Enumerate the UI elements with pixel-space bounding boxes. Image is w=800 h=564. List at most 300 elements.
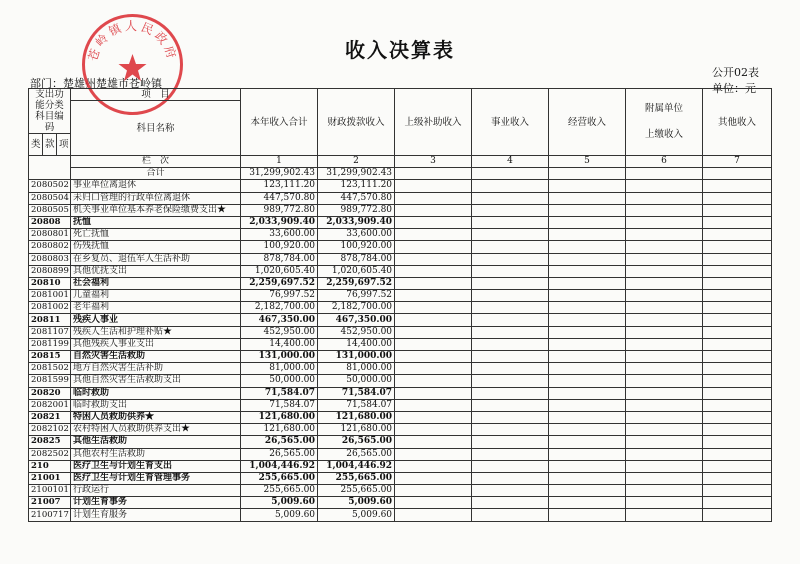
row-name: 未归口管理的行政单位离退休 bbox=[71, 192, 241, 204]
row-code: 2081107 bbox=[29, 326, 71, 338]
row-col1: 100,920.00 bbox=[241, 241, 318, 253]
row-col5 bbox=[549, 424, 626, 436]
row-code: 2080505 bbox=[29, 204, 71, 216]
row-code: 210 bbox=[29, 460, 71, 472]
unit-label: 单位：元 bbox=[712, 82, 756, 95]
col6-header bbox=[626, 89, 703, 156]
row-code: 2081502 bbox=[29, 363, 71, 375]
row-col6 bbox=[626, 216, 703, 228]
row-col6 bbox=[626, 241, 703, 253]
total-row bbox=[29, 168, 772, 180]
row-col1: 989,772.80 bbox=[241, 204, 318, 216]
row-col3 bbox=[395, 241, 472, 253]
row-col4 bbox=[472, 241, 549, 253]
row-col3 bbox=[395, 180, 472, 192]
row-col3 bbox=[395, 351, 472, 363]
row-col3 bbox=[395, 497, 472, 509]
row-col6 bbox=[626, 509, 703, 521]
row-col7 bbox=[703, 253, 772, 265]
svg-text:苍岭镇人民政府: 苍岭镇人民政府 bbox=[85, 19, 180, 63]
row-col2: 1,004,446.92 bbox=[318, 460, 395, 472]
row-col5 bbox=[549, 290, 626, 302]
lanci-label: 栏 次 bbox=[71, 156, 241, 168]
row-col1: 33,600.00 bbox=[241, 229, 318, 241]
table-row bbox=[29, 351, 772, 363]
row-col3 bbox=[395, 472, 472, 484]
row-col1: 26,565.00 bbox=[241, 448, 318, 460]
row-col7 bbox=[703, 363, 772, 375]
table-row bbox=[29, 448, 772, 460]
row-col2: 2,259,697.52 bbox=[318, 277, 395, 289]
table-row bbox=[29, 216, 772, 228]
row-col7 bbox=[703, 241, 772, 253]
col-num-7: 7 bbox=[703, 156, 772, 168]
row-col6 bbox=[626, 363, 703, 375]
row-col5 bbox=[549, 241, 626, 253]
row-col1: 2,033,909.40 bbox=[241, 216, 318, 228]
table-row bbox=[29, 290, 772, 302]
row-col7 bbox=[703, 277, 772, 289]
row-col6 bbox=[626, 375, 703, 387]
row-name: 社会福利 bbox=[71, 277, 241, 289]
total-label: 合计 bbox=[71, 168, 241, 180]
table-row bbox=[29, 229, 772, 241]
row-col2: 33,600.00 bbox=[318, 229, 395, 241]
row-col1: 50,000.00 bbox=[241, 375, 318, 387]
row-code: 2080502 bbox=[29, 180, 71, 192]
row-col3 bbox=[395, 399, 472, 411]
row-col7 bbox=[703, 326, 772, 338]
row-name: 机关事业单位基本养老保险缴费支出★ bbox=[71, 204, 241, 216]
row-col4 bbox=[472, 229, 549, 241]
row-col4 bbox=[472, 399, 549, 411]
table-row bbox=[29, 277, 772, 289]
row-col5 bbox=[549, 485, 626, 497]
row-col6 bbox=[626, 180, 703, 192]
row-code: 20810 bbox=[29, 277, 71, 289]
row-col4 bbox=[472, 302, 549, 314]
row-col6 bbox=[626, 326, 703, 338]
row-col1: 447,570.80 bbox=[241, 192, 318, 204]
row-code: 2080803 bbox=[29, 253, 71, 265]
row-col6 bbox=[626, 424, 703, 436]
row-col7 bbox=[703, 290, 772, 302]
table-row bbox=[29, 314, 772, 326]
table-row bbox=[29, 472, 772, 484]
table-row bbox=[29, 436, 772, 448]
row-col7 bbox=[703, 338, 772, 350]
row-col7 bbox=[703, 448, 772, 460]
row-col1: 121,680.00 bbox=[241, 424, 318, 436]
row-col2: 71,584.07 bbox=[318, 399, 395, 411]
row-col5 bbox=[549, 265, 626, 277]
col-num-6: 6 bbox=[626, 156, 703, 168]
row-code: 20815 bbox=[29, 351, 71, 363]
row-name: 其他农村生活救助 bbox=[71, 448, 241, 460]
row-code: 2081001 bbox=[29, 290, 71, 302]
row-col6 bbox=[626, 192, 703, 204]
kuan-header: 款 bbox=[43, 134, 57, 156]
row-col1: 2,259,697.52 bbox=[241, 277, 318, 289]
row-col7 bbox=[703, 375, 772, 387]
table-row bbox=[29, 375, 772, 387]
row-col6 bbox=[626, 314, 703, 326]
row-name: 在乡复员、退伍军人生活补助 bbox=[71, 253, 241, 265]
row-col1: 26,565.00 bbox=[241, 436, 318, 448]
row-col2: 2,033,909.40 bbox=[318, 216, 395, 228]
row-col3 bbox=[395, 363, 472, 375]
row-col1: 131,000.00 bbox=[241, 351, 318, 363]
row-col2: 467,350.00 bbox=[318, 314, 395, 326]
row-col7 bbox=[703, 399, 772, 411]
row-col5 bbox=[549, 229, 626, 241]
row-col1: 14,400.00 bbox=[241, 338, 318, 350]
row-col7 bbox=[703, 411, 772, 423]
seal-star-icon bbox=[119, 54, 147, 81]
table-row bbox=[29, 460, 772, 472]
row-col3 bbox=[395, 277, 472, 289]
row-col6 bbox=[626, 338, 703, 350]
row-col2: 131,000.00 bbox=[318, 351, 395, 363]
col3-header: 上级补助收入 bbox=[395, 89, 472, 156]
row-col5 bbox=[549, 314, 626, 326]
row-col3 bbox=[395, 387, 472, 399]
row-col4 bbox=[472, 509, 549, 521]
row-col1: 5,009.60 bbox=[241, 509, 318, 521]
row-name: 其他生活救助 bbox=[71, 436, 241, 448]
row-name: 自然灾害生活救助 bbox=[71, 351, 241, 363]
row-col7 bbox=[703, 387, 772, 399]
row-col3 bbox=[395, 314, 472, 326]
row-name: 计划生育事务 bbox=[71, 497, 241, 509]
table-row bbox=[29, 485, 772, 497]
row-col1: 5,009.60 bbox=[241, 497, 318, 509]
row-col7 bbox=[703, 302, 772, 314]
row-col3 bbox=[395, 485, 472, 497]
row-col6 bbox=[626, 448, 703, 460]
row-col4 bbox=[472, 180, 549, 192]
row-col4 bbox=[472, 216, 549, 228]
row-name: 临时救助 bbox=[71, 387, 241, 399]
row-col3 bbox=[395, 192, 472, 204]
row-col5 bbox=[549, 460, 626, 472]
row-col7 bbox=[703, 229, 772, 241]
subject-name-header: 科目名称 bbox=[71, 101, 241, 156]
row-col4 bbox=[472, 192, 549, 204]
row-name: 农村特困人员救助供养支出★ bbox=[71, 424, 241, 436]
table-row bbox=[29, 387, 772, 399]
row-col1: 81,000.00 bbox=[241, 363, 318, 375]
project-header: 项 目 bbox=[71, 89, 241, 101]
row-col1: 2,182,700.00 bbox=[241, 302, 318, 314]
total-col2: 31,299,902.43 bbox=[318, 168, 395, 180]
table-row bbox=[29, 241, 772, 253]
row-col6 bbox=[626, 460, 703, 472]
functional-code-header: 支出功能分类科目编码 bbox=[29, 89, 71, 134]
row-code: 20821 bbox=[29, 411, 71, 423]
table-row bbox=[29, 411, 772, 423]
row-col4 bbox=[472, 460, 549, 472]
row-col1: 71,584.07 bbox=[241, 399, 318, 411]
row-name: 事业单位离退休 bbox=[71, 180, 241, 192]
row-col6 bbox=[626, 387, 703, 399]
row-col5 bbox=[549, 253, 626, 265]
row-col2: 121,680.00 bbox=[318, 411, 395, 423]
row-col5 bbox=[549, 399, 626, 411]
row-col1: 71,584.07 bbox=[241, 387, 318, 399]
row-col2: 50,000.00 bbox=[318, 375, 395, 387]
row-col3 bbox=[395, 338, 472, 350]
row-col5 bbox=[549, 387, 626, 399]
row-col4 bbox=[472, 497, 549, 509]
row-col6 bbox=[626, 497, 703, 509]
row-code: 2082001 bbox=[29, 399, 71, 411]
row-col7 bbox=[703, 436, 772, 448]
row-col2: 5,009.60 bbox=[318, 497, 395, 509]
row-col3 bbox=[395, 229, 472, 241]
row-col7 bbox=[703, 265, 772, 277]
row-name: 残疾人生活和护理补贴★ bbox=[71, 326, 241, 338]
table-row bbox=[29, 363, 772, 375]
row-col2: 81,000.00 bbox=[318, 363, 395, 375]
table-row bbox=[29, 253, 772, 265]
row-col1: 452,950.00 bbox=[241, 326, 318, 338]
row-col1: 121,680.00 bbox=[241, 411, 318, 423]
row-name: 其他残疾人事业支出 bbox=[71, 338, 241, 350]
row-code: 2081199 bbox=[29, 338, 71, 350]
row-col3 bbox=[395, 436, 472, 448]
col5-header: 经营收入 bbox=[549, 89, 626, 156]
row-col2: 255,665.00 bbox=[318, 472, 395, 484]
row-code: 2082502 bbox=[29, 448, 71, 460]
row-col1: 467,350.00 bbox=[241, 314, 318, 326]
row-col7 bbox=[703, 314, 772, 326]
row-col2: 2,182,700.00 bbox=[318, 302, 395, 314]
table-row bbox=[29, 399, 772, 411]
row-col5 bbox=[549, 436, 626, 448]
row-col4 bbox=[472, 277, 549, 289]
row-code: 2100101 bbox=[29, 485, 71, 497]
row-code: 2081002 bbox=[29, 302, 71, 314]
row-code: 20825 bbox=[29, 436, 71, 448]
row-col7 bbox=[703, 192, 772, 204]
row-name: 计划生育服务 bbox=[71, 509, 241, 521]
row-col5 bbox=[549, 375, 626, 387]
row-col1: 1,020,605.40 bbox=[241, 265, 318, 277]
income-table bbox=[28, 88, 772, 522]
row-col2: 26,565.00 bbox=[318, 436, 395, 448]
row-col2: 71,584.07 bbox=[318, 387, 395, 399]
row-col2: 878,784.00 bbox=[318, 253, 395, 265]
row-col2: 447,570.80 bbox=[318, 192, 395, 204]
table-row bbox=[29, 338, 772, 350]
row-col4 bbox=[472, 265, 549, 277]
row-col1: 1,004,446.92 bbox=[241, 460, 318, 472]
row-col3 bbox=[395, 326, 472, 338]
row-col2: 255,665.00 bbox=[318, 485, 395, 497]
row-col6 bbox=[626, 204, 703, 216]
department-label: 部门：楚雄州楚雄市苍岭镇 bbox=[30, 77, 162, 90]
row-col6 bbox=[626, 290, 703, 302]
row-col3 bbox=[395, 302, 472, 314]
col-num-2: 2 bbox=[318, 156, 395, 168]
row-col6 bbox=[626, 411, 703, 423]
row-col1: 76,997.52 bbox=[241, 290, 318, 302]
row-col4 bbox=[472, 314, 549, 326]
col7-header: 其他收入 bbox=[703, 89, 772, 156]
row-col4 bbox=[472, 387, 549, 399]
row-col4 bbox=[472, 411, 549, 423]
row-col5 bbox=[549, 472, 626, 484]
row-code: 20820 bbox=[29, 387, 71, 399]
row-col5 bbox=[549, 277, 626, 289]
table-row bbox=[29, 424, 772, 436]
row-col4 bbox=[472, 424, 549, 436]
col-num-1: 1 bbox=[241, 156, 318, 168]
row-col5 bbox=[549, 351, 626, 363]
row-name: 医疗卫生与计划生育管理事务 bbox=[71, 472, 241, 484]
form-number: 公开02表 bbox=[712, 66, 759, 79]
row-col4 bbox=[472, 253, 549, 265]
row-name: 抚恤 bbox=[71, 216, 241, 228]
row-col6 bbox=[626, 265, 703, 277]
table-row bbox=[29, 326, 772, 338]
row-col5 bbox=[549, 338, 626, 350]
row-col5 bbox=[549, 216, 626, 228]
row-col5 bbox=[549, 448, 626, 460]
row-col4 bbox=[472, 204, 549, 216]
row-col4 bbox=[472, 351, 549, 363]
row-col7 bbox=[703, 509, 772, 521]
row-col3 bbox=[395, 204, 472, 216]
table-row bbox=[29, 192, 772, 204]
col6-header-line1: 附属单位 bbox=[645, 103, 684, 114]
total-col1: 31,299,902.43 bbox=[241, 168, 318, 180]
col-num-3: 3 bbox=[395, 156, 472, 168]
col4-header: 事业收入 bbox=[472, 89, 549, 156]
col-num-5: 5 bbox=[549, 156, 626, 168]
row-col4 bbox=[472, 436, 549, 448]
row-code: 21001 bbox=[29, 472, 71, 484]
row-col4 bbox=[472, 448, 549, 460]
row-code: 2080899 bbox=[29, 265, 71, 277]
row-col7 bbox=[703, 497, 772, 509]
col1-header: 本年收入合计 bbox=[241, 89, 318, 156]
row-col1: 255,665.00 bbox=[241, 485, 318, 497]
row-code: 2080504 bbox=[29, 192, 71, 204]
row-name: 其他自然灾害生活救助支出 bbox=[71, 375, 241, 387]
row-col7 bbox=[703, 351, 772, 363]
row-name: 残疾人事业 bbox=[71, 314, 241, 326]
row-col2: 123,111.20 bbox=[318, 180, 395, 192]
row-col2: 5,009.60 bbox=[318, 509, 395, 521]
row-col2: 100,920.00 bbox=[318, 241, 395, 253]
row-col6 bbox=[626, 229, 703, 241]
row-col3 bbox=[395, 265, 472, 277]
row-col4 bbox=[472, 485, 549, 497]
row-col7 bbox=[703, 216, 772, 228]
table-row bbox=[29, 302, 772, 314]
row-col3 bbox=[395, 448, 472, 460]
row-col6 bbox=[626, 436, 703, 448]
row-col2: 76,997.52 bbox=[318, 290, 395, 302]
row-col2: 989,772.80 bbox=[318, 204, 395, 216]
row-col5 bbox=[549, 326, 626, 338]
row-col3 bbox=[395, 375, 472, 387]
table-row bbox=[29, 204, 772, 216]
row-col2: 452,950.00 bbox=[318, 326, 395, 338]
row-col3 bbox=[395, 424, 472, 436]
row-col6 bbox=[626, 351, 703, 363]
page-title: 收入决算表 bbox=[345, 38, 455, 62]
row-col6 bbox=[626, 472, 703, 484]
row-col4 bbox=[472, 290, 549, 302]
row-col3 bbox=[395, 460, 472, 472]
row-col6 bbox=[626, 277, 703, 289]
row-code: 2081599 bbox=[29, 375, 71, 387]
row-col7 bbox=[703, 180, 772, 192]
row-name: 其他优抚支出 bbox=[71, 265, 241, 277]
row-code: 20808 bbox=[29, 216, 71, 228]
table-row bbox=[29, 497, 772, 509]
col6-header-line2: 上缴收入 bbox=[645, 129, 684, 140]
row-col7 bbox=[703, 424, 772, 436]
row-col4 bbox=[472, 338, 549, 350]
row-name: 行政运行 bbox=[71, 485, 241, 497]
xiang-header: 项 bbox=[57, 134, 71, 156]
row-col5 bbox=[549, 302, 626, 314]
row-name: 儿童福利 bbox=[71, 290, 241, 302]
row-col6 bbox=[626, 485, 703, 497]
row-col3 bbox=[395, 290, 472, 302]
row-col1: 123,111.20 bbox=[241, 180, 318, 192]
row-code: 20811 bbox=[29, 314, 71, 326]
row-col5 bbox=[549, 363, 626, 375]
row-col5 bbox=[549, 192, 626, 204]
row-col4 bbox=[472, 472, 549, 484]
row-col1: 878,784.00 bbox=[241, 253, 318, 265]
row-col5 bbox=[549, 180, 626, 192]
lei-header: 类 bbox=[29, 134, 43, 156]
row-col6 bbox=[626, 302, 703, 314]
row-col2: 14,400.00 bbox=[318, 338, 395, 350]
row-col6 bbox=[626, 399, 703, 411]
row-col5 bbox=[549, 204, 626, 216]
row-name: 老年福利 bbox=[71, 302, 241, 314]
row-col2: 121,680.00 bbox=[318, 424, 395, 436]
row-col2: 26,565.00 bbox=[318, 448, 395, 460]
row-code: 2080801 bbox=[29, 229, 71, 241]
row-col4 bbox=[472, 363, 549, 375]
row-col6 bbox=[626, 253, 703, 265]
row-col3 bbox=[395, 253, 472, 265]
row-col7 bbox=[703, 485, 772, 497]
row-name: 医疗卫生与计划生育支出 bbox=[71, 460, 241, 472]
col2-header: 财政拨款收入 bbox=[318, 89, 395, 156]
row-code: 2080802 bbox=[29, 241, 71, 253]
col-num-4: 4 bbox=[472, 156, 549, 168]
row-col3 bbox=[395, 411, 472, 423]
row-code: 2100717 bbox=[29, 509, 71, 521]
row-name: 地方自然灾害生活补助 bbox=[71, 363, 241, 375]
row-code: 2082102 bbox=[29, 424, 71, 436]
row-col5 bbox=[549, 497, 626, 509]
row-col1: 255,665.00 bbox=[241, 472, 318, 484]
table-row bbox=[29, 180, 772, 192]
row-col3 bbox=[395, 216, 472, 228]
row-col5 bbox=[549, 509, 626, 521]
row-name: 死亡抚恤 bbox=[71, 229, 241, 241]
